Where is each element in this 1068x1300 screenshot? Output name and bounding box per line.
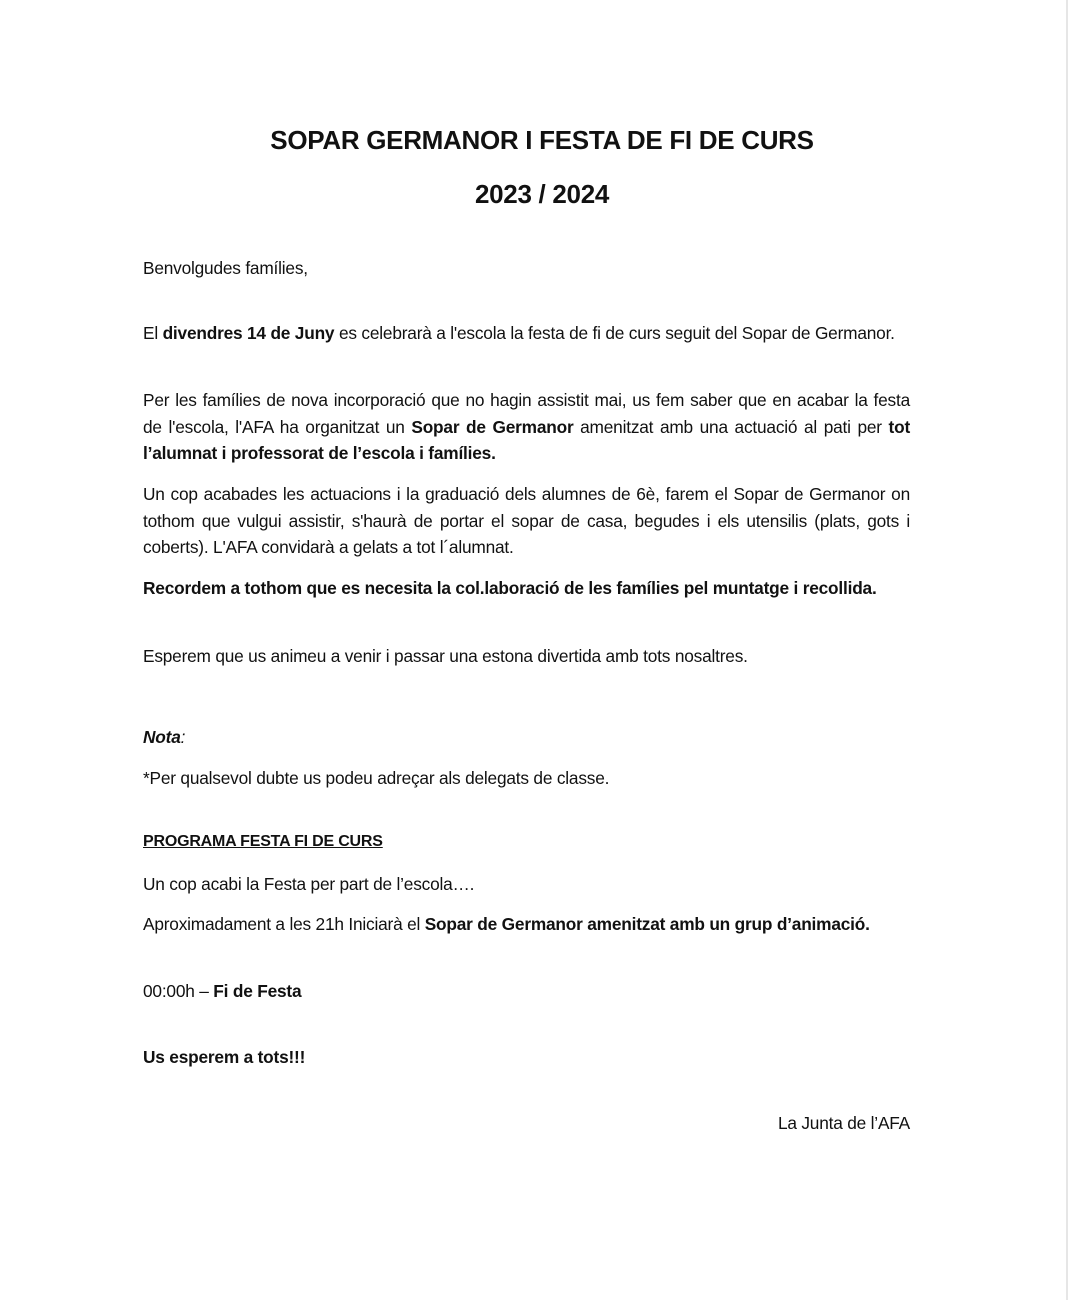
paragraph-closing: Esperem que us animeu a venir i passar una estona divertida amb tots nosaltres. xyxy=(143,646,748,666)
note-text: *Per qualsevol dubte us podeu adreçar als delegats de classe. xyxy=(143,768,610,788)
bold-text: Fi de Festa xyxy=(213,981,302,1001)
paragraph-reminder: Recordem a tothom que es necesita la col.laboració de les famílies pel muntatge i recollida. xyxy=(143,578,877,598)
signature: La Junta de l’AFA xyxy=(777,1113,910,1133)
event-date: divendres 14 de Juny xyxy=(162,323,335,343)
text: es celebrarà a l'escola la festa de fi de curs seguit del Sopar de Germanor. xyxy=(334,323,895,343)
document-title: SOPAR GERMANOR I FESTA DE FI DE CURS xyxy=(270,125,814,155)
closing-line: Us esperem a tots!!! xyxy=(143,1047,306,1067)
text: Per les famílies de nova incorporació que no hagin assistit mai, us fem saber que en acabar la festa de l'escola, l'AFA ha organitzat un xyxy=(143,390,910,437)
text: Aproximadament a les 21h Iniciarà el xyxy=(143,914,425,934)
bold-text: Sopar de Germanor amenitzat amb un grup d’animació. xyxy=(424,914,870,934)
text: 00:00h – xyxy=(143,981,214,1001)
paragraph-dinner: Un cop acabades les actuacions i la graduació dels alumnes de 6è, farem el Sopar de Germanor on tothom que vulgui assistir, s'haurà de portar el sopar de casa, begudes i els utensilis (plats, gots i coberts). L'AFA convidarà a gelats a tot l´alumnat. xyxy=(143,484,910,557)
note-label-text: Nota xyxy=(143,727,181,747)
bold-text: Sopar de Germanor xyxy=(411,416,574,437)
greeting: Benvolgudes famílies, xyxy=(143,258,308,278)
program-line-1: Un cop acabi la Festa per part de l’escola…. xyxy=(143,874,475,894)
paragraph-new-families xyxy=(143,387,910,467)
bold-text: tot l’alumnat i professorat de l’escola i famílies. xyxy=(143,416,910,463)
paragraph-date xyxy=(143,320,910,347)
text: El xyxy=(143,323,163,343)
document-year: 2023 / 2024 xyxy=(474,179,610,209)
note-label xyxy=(143,724,910,751)
text: amenitzat amb una actuació al pati per xyxy=(573,416,889,437)
program-line-3 xyxy=(143,978,910,1005)
note-colon: : xyxy=(180,727,186,747)
program-heading: PROGRAMA FESTA FI DE CURS xyxy=(143,833,383,850)
program-line-2 xyxy=(143,911,910,938)
